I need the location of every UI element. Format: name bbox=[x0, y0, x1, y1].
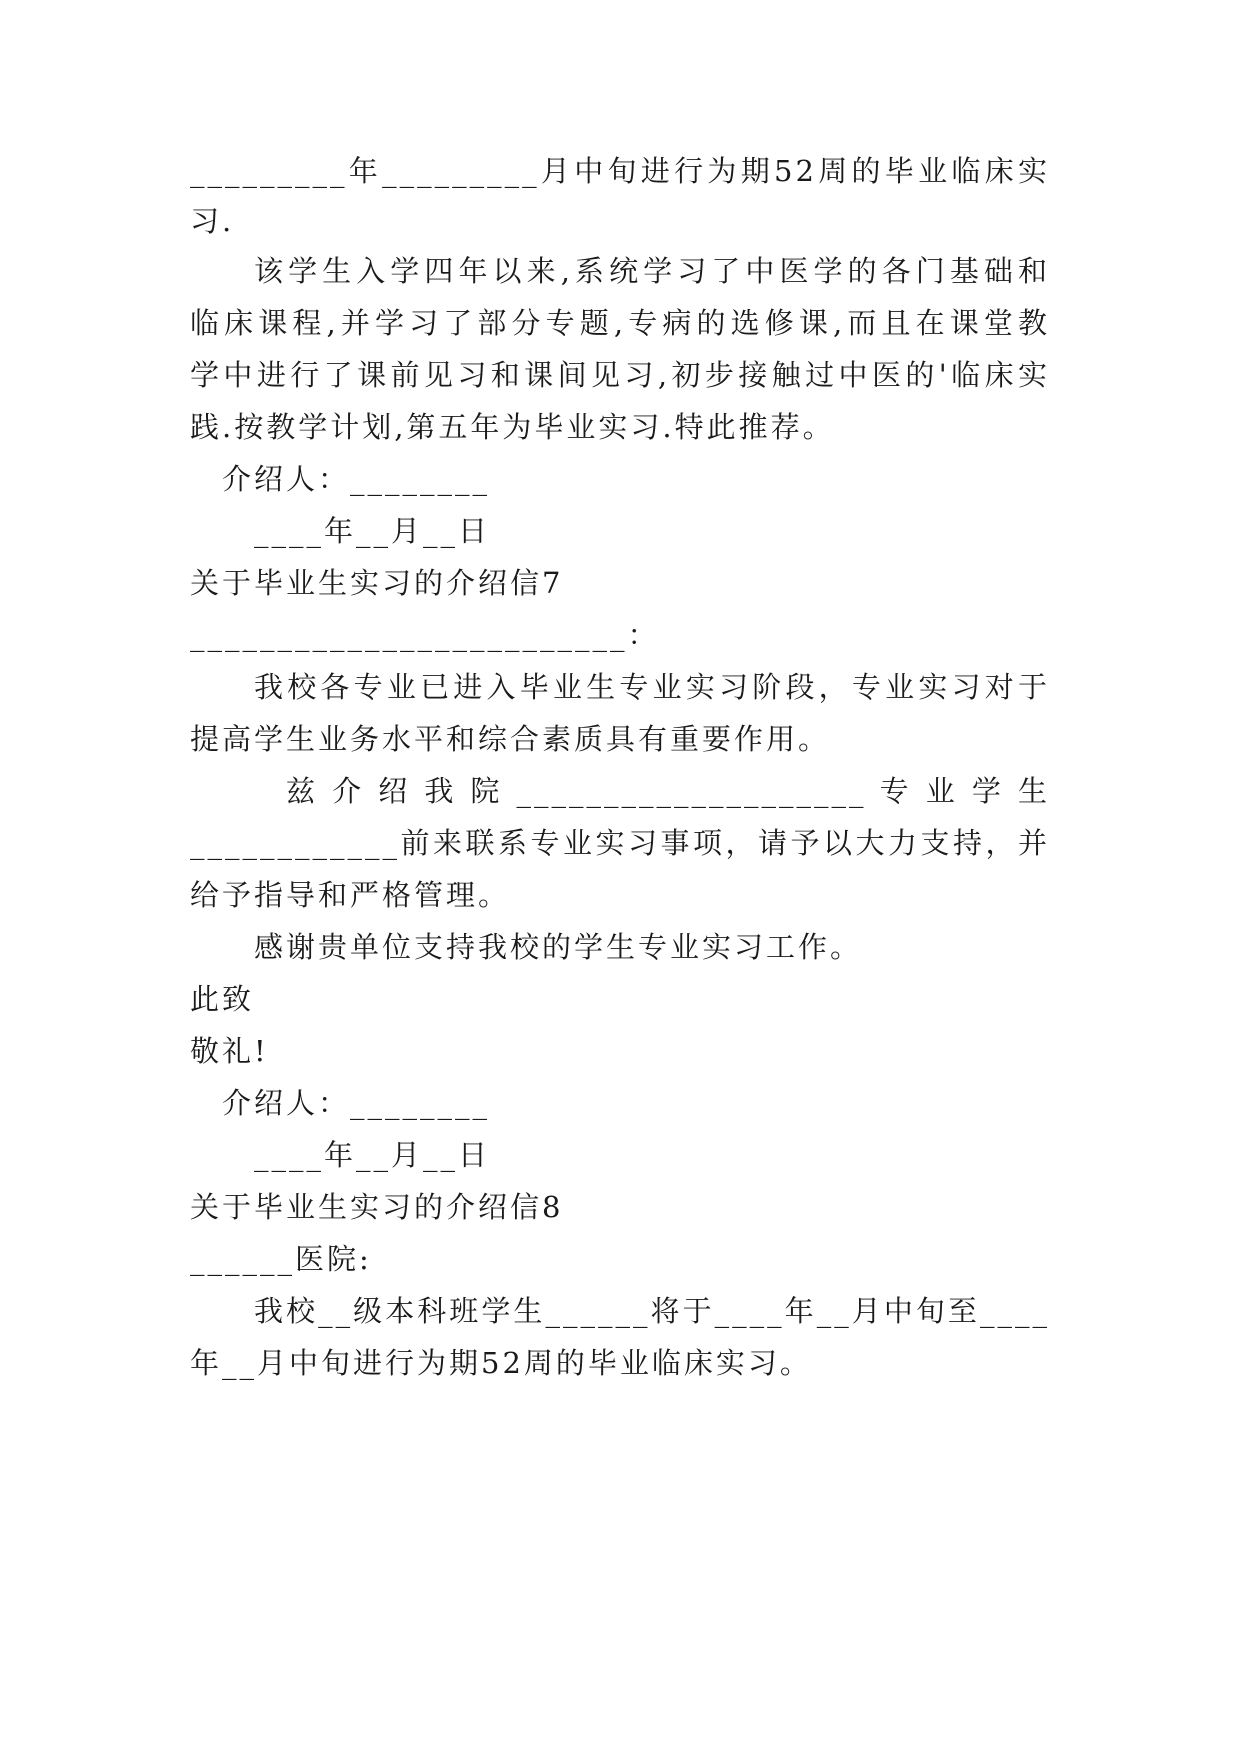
text-line: _________年_________月中旬进行为期52周的毕业临床实 bbox=[190, 154, 1050, 188]
paragraph-first-line: 兹 介 绍 我 院 ____________________ 专 业 学 生 bbox=[286, 774, 1050, 808]
text-line: ____________前来联系专业实习事项，请予以大力支持，并 bbox=[190, 826, 1050, 860]
text-line: 临床课程,并学习了部分专题,专病的选修课,而且在课堂教 bbox=[190, 306, 1050, 340]
date-line: ____年__月__日 bbox=[254, 1138, 491, 1172]
paragraph-first-line: 我校__级本科班学生______将于____年__月中旬至____ bbox=[254, 1294, 1050, 1328]
section-heading: 关于毕业生实习的介绍信8 bbox=[190, 1190, 564, 1224]
closing-line: 此致 bbox=[190, 982, 255, 1016]
closing-line: 敬礼! bbox=[190, 1034, 269, 1068]
paragraph-first-line: 我校各专业已进入毕业生专业实习阶段，专业实习对于 bbox=[254, 670, 1050, 704]
salutation-line: ______医院: bbox=[190, 1242, 372, 1276]
text-line: 践.按教学计划,第五年为毕业实习.特此推荐。 bbox=[190, 410, 835, 444]
text-line: 习. bbox=[190, 204, 235, 238]
section-heading: 关于毕业生实习的介绍信7 bbox=[190, 566, 564, 600]
text-line: 年__月中旬进行为期52周的毕业临床实习。 bbox=[190, 1346, 812, 1380]
introducer-signature: 介绍人：________ bbox=[222, 462, 491, 496]
introducer-signature: 介绍人：________ bbox=[222, 1086, 491, 1120]
date-line: ____年__月__日 bbox=[254, 514, 491, 548]
text-line: 给予指导和严格管理。 bbox=[190, 878, 511, 912]
text-line: 学中进行了课前见习和课间见习,初步接触过中医的'临床实 bbox=[190, 358, 1050, 392]
salutation-line: _________________________： bbox=[190, 618, 660, 652]
text-line: 提高学生业务水平和综合素质具有重要作用。 bbox=[190, 722, 831, 756]
paragraph-first-line: 感谢贵单位支持我校的学生专业实习工作。 bbox=[254, 930, 863, 964]
paragraph-first-line: 该学生入学四年以来,系统学习了中医学的各门基础和 bbox=[254, 254, 1050, 288]
